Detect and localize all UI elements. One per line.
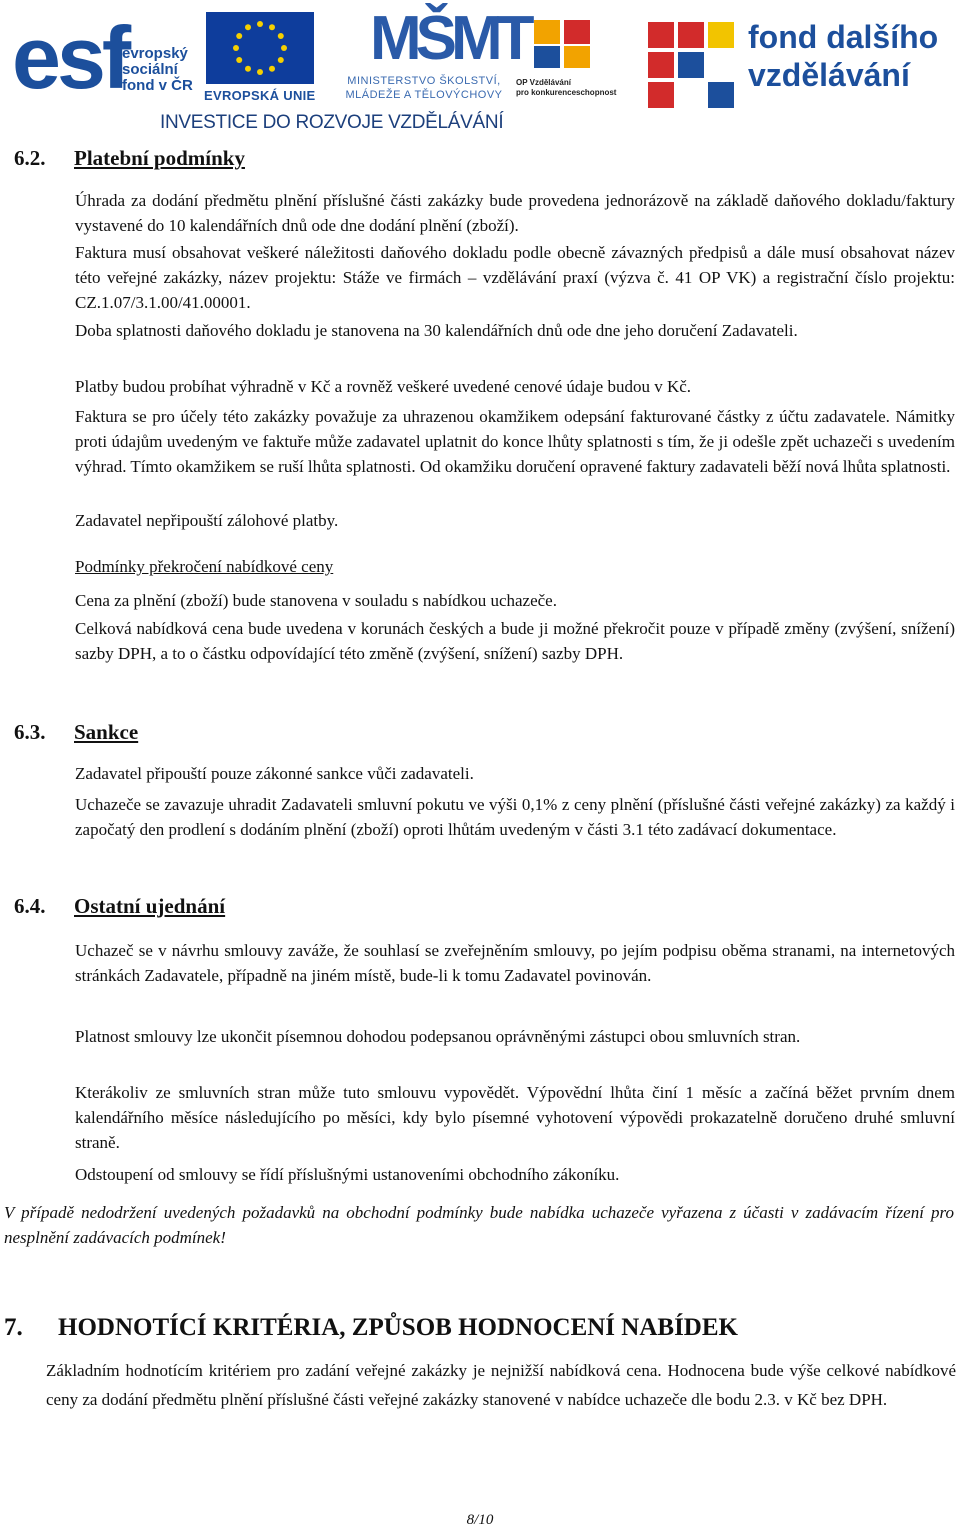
paragraph: Kterákoliv ze smluvních stran může tuto smlouvu vypovědět. Výpovědní lhůta činí 1 měsíc a začíná běžet prvním dnem kalendářního měsíce následujícího po měsíci, kdy bylo písemné vyhotovení výpovědi prokazatelně doručeno druhé smluvní straně.: [75, 1083, 955, 1152]
chapter-title: HODNOTÍCÍ KRITÉRIA, ZPŮSOB HODNOCENÍ NABÍDEK: [58, 1314, 738, 1341]
eu-star-icon: [278, 33, 284, 39]
paragraph: Zadavatel nepřipouští zálohové platby.: [75, 511, 339, 530]
chapter-number: 7.: [4, 1314, 23, 1341]
paragraph: Doba splatnosti daňového dokladu je stanovena na 30 kalendářních dnů ode dne jeho doručení Zadavateli.: [75, 321, 798, 340]
eu-flag-icon: [206, 12, 314, 84]
paragraph: Zadavatel připouští pouze zákonné sankce vůči zadavateli.: [75, 764, 474, 783]
eu-star-icon: [245, 66, 251, 72]
paragraph: Cena za plnění (zboží) bude stanovena v souladu s nabídkou uchazeče.: [75, 591, 557, 610]
paragraph: Úhrada za dodání předmětu plnění příslušné části zakázky bude provedena jednorázově na základě daňového dokladu/faktury vystavené do 10 kalendářních dnů ode dne dodání plnění (zboží).: [75, 191, 955, 235]
paragraph: Celková nabídková cena bude uvedena v korunách českých a bude ji možné překročit pouze v případě změny (zvýšení, snížení) sazby DPH, a to o částku odpovídající této změně (zvýšení, snížení) sazby DPH.: [75, 619, 955, 663]
msmt-text-line: MLÁDEŽE A TĚLOVÝCHOVY: [345, 89, 503, 101]
paragraph: Uchazeč se v návrhu smlouvy zaváže, že souhlasí se zveřejněním smlouvy, po jejím podpisu oběma stranami, na internetových stránkách Zadavatele, případně na jiném místě, bude-li k tomu Zadavatel povinován.: [75, 941, 955, 985]
section-title: Platební podmínky: [74, 146, 245, 170]
op-text-line: pro konkurenceschopnost: [516, 88, 617, 97]
esf-text-line: fond v ČR: [122, 77, 193, 94]
msmt-text-line: MINISTERSTVO ŠKOLSTVÍ,: [347, 75, 501, 87]
page-number: 8/10: [466, 1512, 494, 1528]
eu-star-icon: [269, 66, 275, 72]
paragraph: Uchazeče se zavazuje uhradit Zadavateli smluvní pokutu ve výši 0,1% z ceny plnění (příslušné části veřejné zakázky) za každý i započatý den prodlení s dodáním plnění (zboží) oproti lhůtám uvedeným v části 3.1 této zadávací dokumentace.: [75, 795, 955, 839]
fdv-text-line: fond dalšího: [748, 19, 939, 55]
disqualification-note: V případě nedodržení uvedených požadavků na obchodní podmínky bude nabídka uchazeče vyřazena z účasti v zadávacím řízení pro nesplnění zadávacích podmínek!: [4, 1203, 954, 1247]
fdv-text: [748, 18, 938, 94]
eu-star-icon: [245, 24, 251, 30]
section-number: 6.3.: [14, 720, 46, 744]
section-number: 6.2.: [14, 146, 46, 170]
subheading: Podmínky překročení nabídkové ceny: [75, 557, 334, 576]
esf-letters: esf: [12, 8, 128, 107]
eu-label: EVROPSKÁ UNIE: [204, 88, 316, 103]
investment-slogan: INVESTICE DO ROZVOJE VZDĚLÁVÁNÍ: [160, 112, 504, 133]
op-text: [516, 78, 636, 98]
esf-text: [122, 46, 193, 94]
paragraph: Platby budou probíhat výhradně v Kč a rovněž veškeré uvedené cenové údaje budou v Kč.: [75, 377, 692, 396]
msmt-mark: MŠMT: [370, 4, 529, 73]
fdv-text-line: vzdělávání: [748, 57, 910, 93]
eu-star-icon: [278, 57, 284, 63]
paragraph: Faktura se pro účely této zakázky považuje za uhrazenou okamžikem odepsání fakturované částky z účtu zadavatele. Námitky proti údajům uvedeným ve faktuře může zadavatel uplatnit do konce lhůty splatnosti s tím, že ji odešle zpět uchazeči s uvedením výhrad. Tímto okamžikem se ruší lhůta splatnosti. Od okamžiku doručení opravené faktury zadavateli běží nová lhůta splatnosti.: [75, 407, 955, 476]
paragraph: Faktura musí obsahovat veškeré náležitosti daňového dokladu podle obecně závazných předpisů a dále musí obsahovat název této veřejné zakázky, název projektu: Stáže ve firmách – vzdělávání praxí (výzva č. 41 OP VK) a registrační číslo projektu: CZ.1.07/3.1.00/41.00001.: [75, 243, 955, 312]
esf-text-line: evropský: [122, 45, 188, 62]
section-number: 6.4.: [14, 894, 46, 918]
esf-text-line: sociální: [122, 61, 178, 78]
eu-star-icon: [233, 45, 239, 51]
paragraph: Základním hodnotícím kritériem pro zadání veřejné zakázky je nejnižší nabídková cena. Hodnocena bude výše celkové nabídkové ceny za dodání předmětu plnění příslušné části veřejné zakázky stanovené v nabídce uchazeče dle bodu 2.3. v Kč bez DPH.: [46, 1361, 956, 1409]
op-text-line: OP Vzdělávání: [516, 78, 571, 87]
paragraph: Odstoupení od smlouvy se řídí příslušnými ustanoveními obchodního zákoníku.: [75, 1165, 620, 1184]
section-title: Ostatní ujednání: [74, 894, 226, 918]
eu-star-icon: [236, 57, 242, 63]
eu-star-icon: [257, 21, 263, 27]
eu-star-icon: [269, 24, 275, 30]
section-title: Sankce: [74, 720, 139, 744]
eu-star-icon: [281, 45, 287, 51]
eu-star-icon: [236, 33, 242, 39]
eu-star-icon: [257, 69, 263, 75]
msmt-text: [334, 74, 514, 102]
op-emblem-icon: [530, 14, 594, 72]
logo-header: [0, 0, 960, 140]
paragraph: Platnost smlouvy lze ukončit písemnou dohodou podepsanou oprávněnými zástupci obou smluvních stran.: [75, 1027, 801, 1046]
fdv-emblem-icon: [648, 22, 738, 112]
